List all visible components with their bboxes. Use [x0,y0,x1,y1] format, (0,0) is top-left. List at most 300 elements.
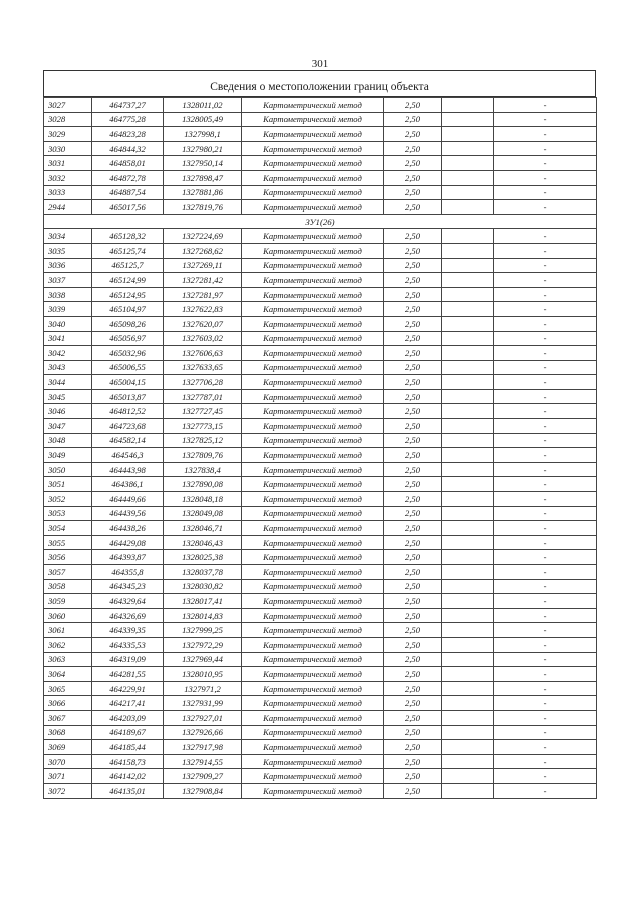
precision-cell: 2,50 [384,316,442,331]
dash-cell: - [494,535,597,550]
point-number-cell: 3043 [44,360,92,375]
point-number-cell: 3041 [44,331,92,346]
point-number-cell: 3072 [44,783,92,798]
dash-cell: - [494,156,597,171]
x-coordinate-cell: 464158,73 [92,754,164,769]
y-coordinate-cell: 1327881,86 [164,185,242,200]
method-cell: Картометрический метод [242,375,384,390]
empty-cell [442,287,494,302]
point-number-cell: 3071 [44,769,92,784]
table-row [44,769,597,784]
table-row [44,637,597,652]
coordinates-table [43,97,597,799]
y-coordinate-cell: 1328005,49 [164,112,242,127]
method-cell: Картометрический метод [242,141,384,156]
y-coordinate-cell: 1327787,01 [164,389,242,404]
precision-cell: 2,50 [384,740,442,755]
y-coordinate-cell: 1327281,42 [164,273,242,288]
point-number-cell: 3066 [44,696,92,711]
point-number-cell: 3059 [44,594,92,609]
precision-cell: 2,50 [384,462,442,477]
precision-cell: 2,50 [384,273,442,288]
table-row [44,127,597,142]
dash-cell: - [494,302,597,317]
y-coordinate-cell: 1327727,45 [164,404,242,419]
x-coordinate-cell: 464546,3 [92,448,164,463]
x-coordinate-cell: 464443,98 [92,462,164,477]
y-coordinate-cell: 1327825,12 [164,433,242,448]
dash-cell: - [494,98,597,113]
table-row [44,448,597,463]
empty-cell [442,141,494,156]
x-coordinate-cell: 464429,08 [92,535,164,550]
point-number-cell: 3063 [44,652,92,667]
method-cell: Картометрический метод [242,681,384,696]
dash-cell: - [494,127,597,142]
empty-cell [442,98,494,113]
y-coordinate-cell: 1327622,83 [164,302,242,317]
y-coordinate-cell: 1327969,44 [164,652,242,667]
x-coordinate-cell: 465098,26 [92,316,164,331]
dash-cell: - [494,565,597,580]
precision-cell: 2,50 [384,477,442,492]
table-row [44,754,597,769]
empty-cell [442,623,494,638]
y-coordinate-cell: 1327890,08 [164,477,242,492]
x-coordinate-cell: 464203,09 [92,710,164,725]
dash-cell: - [494,141,597,156]
dash-cell: - [494,783,597,798]
point-number-cell: 3067 [44,710,92,725]
precision-cell: 2,50 [384,404,442,419]
y-coordinate-cell: 1328030,82 [164,579,242,594]
section-label: ЗУ1(26) [44,214,597,229]
empty-cell [442,492,494,507]
method-cell: Картометрический метод [242,389,384,404]
point-number-cell: 3058 [44,579,92,594]
point-number-cell: 3065 [44,681,92,696]
table-title [43,70,596,97]
method-cell: Картометрический метод [242,185,384,200]
x-coordinate-cell: 464844,32 [92,141,164,156]
precision-cell: 2,50 [384,710,442,725]
y-coordinate-cell: 1327773,15 [164,419,242,434]
y-coordinate-cell: 1327980,21 [164,141,242,156]
x-coordinate-cell: 464582,14 [92,433,164,448]
precision-cell: 2,50 [384,594,442,609]
dash-cell: - [494,316,597,331]
dash-cell: - [494,681,597,696]
precision-cell: 2,50 [384,389,442,404]
y-coordinate-cell: 1327908,84 [164,783,242,798]
y-coordinate-cell: 1327998,1 [164,127,242,142]
dash-cell: - [494,389,597,404]
y-coordinate-cell: 1327281,97 [164,287,242,302]
table-row [44,565,597,580]
dash-cell: - [494,608,597,623]
empty-cell [442,594,494,609]
dash-cell: - [494,769,597,784]
table-row [44,229,597,244]
method-cell: Картометрический метод [242,579,384,594]
method-cell: Картометрический метод [242,258,384,273]
empty-cell [442,258,494,273]
method-cell: Картометрический метод [242,506,384,521]
dash-cell: - [494,637,597,652]
method-cell: Картометрический метод [242,623,384,638]
empty-cell [442,448,494,463]
empty-cell [442,550,494,565]
empty-cell [442,652,494,667]
precision-cell: 2,50 [384,696,442,711]
table-row [44,594,597,609]
y-coordinate-cell: 1327927,01 [164,710,242,725]
x-coordinate-cell: 465125,74 [92,243,164,258]
page-number: 301 [311,58,329,70]
table-row [44,360,597,375]
precision-cell: 2,50 [384,331,442,346]
x-coordinate-cell: 464319,09 [92,652,164,667]
precision-cell: 2,50 [384,185,442,200]
precision-cell: 2,50 [384,112,442,127]
empty-cell [442,273,494,288]
x-coordinate-cell: 465032,96 [92,346,164,361]
point-number-cell: 3035 [44,243,92,258]
point-number-cell: 3036 [44,258,92,273]
y-coordinate-cell: 1328014,83 [164,608,242,623]
point-number-cell: 2944 [44,200,92,215]
precision-cell: 2,50 [384,433,442,448]
precision-cell: 2,50 [384,550,442,565]
method-cell: Картометрический метод [242,433,384,448]
point-number-cell: 3055 [44,535,92,550]
empty-cell [442,389,494,404]
table-row [44,740,597,755]
x-coordinate-cell: 464823,28 [92,127,164,142]
method-cell: Картометрический метод [242,346,384,361]
precision-cell: 2,50 [384,419,442,434]
dash-cell: - [494,550,597,565]
empty-cell [442,170,494,185]
table-row [44,389,597,404]
point-number-cell: 3060 [44,608,92,623]
y-coordinate-cell: 1327706,28 [164,375,242,390]
point-number-cell: 3046 [44,404,92,419]
point-number-cell: 3068 [44,725,92,740]
empty-cell [442,754,494,769]
precision-cell: 2,50 [384,98,442,113]
empty-cell [442,725,494,740]
precision-cell: 2,50 [384,127,442,142]
point-number-cell: 3033 [44,185,92,200]
x-coordinate-cell: 465056,97 [92,331,164,346]
x-coordinate-cell: 464812,52 [92,404,164,419]
table-row [44,243,597,258]
x-coordinate-cell: 464229,91 [92,681,164,696]
method-cell: Картометрический метод [242,710,384,725]
precision-cell: 2,50 [384,565,442,580]
dash-cell: - [494,287,597,302]
dash-cell: - [494,725,597,740]
method-cell: Картометрический метод [242,492,384,507]
point-number-cell: 3039 [44,302,92,317]
point-number-cell: 3064 [44,667,92,682]
y-coordinate-cell: 1328037,78 [164,565,242,580]
point-number-cell: 3027 [44,98,92,113]
precision-cell: 2,50 [384,287,442,302]
table-row [44,419,597,434]
point-number-cell: 3044 [44,375,92,390]
x-coordinate-cell: 464281,55 [92,667,164,682]
dash-cell: - [494,273,597,288]
x-coordinate-cell: 464142,02 [92,769,164,784]
empty-cell [442,506,494,521]
x-coordinate-cell: 464449,66 [92,492,164,507]
dash-cell: - [494,112,597,127]
empty-cell [442,419,494,434]
method-cell: Картометрический метод [242,725,384,740]
point-number-cell: 3052 [44,492,92,507]
point-number-cell: 3057 [44,565,92,580]
table-row [44,258,597,273]
x-coordinate-cell: 464887,54 [92,185,164,200]
dash-cell: - [494,229,597,244]
empty-cell [442,185,494,200]
x-coordinate-cell: 464355,8 [92,565,164,580]
empty-cell [442,433,494,448]
x-coordinate-cell: 464858,01 [92,156,164,171]
dash-cell: - [494,448,597,463]
point-number-cell: 3054 [44,521,92,536]
dash-cell: - [494,346,597,361]
dash-cell: - [494,404,597,419]
table-row [44,112,597,127]
x-coordinate-cell: 465124,95 [92,287,164,302]
table-row [44,681,597,696]
method-cell: Картометрический метод [242,652,384,667]
precision-cell: 2,50 [384,521,442,536]
table-row [44,492,597,507]
method-cell: Картометрический метод [242,521,384,536]
x-coordinate-cell: 464393,87 [92,550,164,565]
method-cell: Картометрический метод [242,769,384,784]
point-number-cell: 3028 [44,112,92,127]
precision-cell: 2,50 [384,448,442,463]
point-number-cell: 3030 [44,141,92,156]
table-row [44,623,597,638]
x-coordinate-cell: 465125,7 [92,258,164,273]
table-row [44,462,597,477]
empty-cell [442,404,494,419]
empty-cell [442,477,494,492]
dash-cell: - [494,360,597,375]
dash-cell: - [494,170,597,185]
y-coordinate-cell: 1328017,41 [164,594,242,609]
point-number-cell: 3047 [44,419,92,434]
precision-cell: 2,50 [384,579,442,594]
dash-cell: - [494,477,597,492]
precision-cell: 2,50 [384,492,442,507]
y-coordinate-cell: 1327606,63 [164,346,242,361]
empty-cell [442,667,494,682]
empty-cell [442,156,494,171]
point-number-cell: 3032 [44,170,92,185]
table-row [44,652,597,667]
x-coordinate-cell: 464135,01 [92,783,164,798]
method-cell: Картометрический метод [242,448,384,463]
point-number-cell: 3045 [44,389,92,404]
empty-cell [442,112,494,127]
point-number-cell: 3053 [44,506,92,521]
precision-cell: 2,50 [384,769,442,784]
method-cell: Картометрический метод [242,477,384,492]
table-row [44,287,597,302]
point-number-cell: 3061 [44,623,92,638]
method-cell: Картометрический метод [242,229,384,244]
table-row [44,156,597,171]
section-row [44,214,597,229]
point-number-cell: 3051 [44,477,92,492]
precision-cell: 2,50 [384,608,442,623]
precision-cell: 2,50 [384,141,442,156]
point-number-cell: 3062 [44,637,92,652]
method-cell: Картометрический метод [242,667,384,682]
method-cell: Картометрический метод [242,754,384,769]
y-coordinate-cell: 1328010,95 [164,667,242,682]
empty-cell [442,637,494,652]
precision-cell: 2,50 [384,637,442,652]
empty-cell [442,243,494,258]
empty-cell [442,769,494,784]
x-coordinate-cell: 465124,99 [92,273,164,288]
empty-cell [442,608,494,623]
empty-cell [442,331,494,346]
table-row [44,608,597,623]
precision-cell: 2,50 [384,681,442,696]
y-coordinate-cell: 1327914,55 [164,754,242,769]
table-row [44,404,597,419]
table-row [44,98,597,113]
method-cell: Картометрический метод [242,98,384,113]
y-coordinate-cell: 1328048,18 [164,492,242,507]
method-cell: Картометрический метод [242,608,384,623]
precision-cell: 2,50 [384,302,442,317]
precision-cell: 2,50 [384,623,442,638]
point-number-cell: 3031 [44,156,92,171]
point-number-cell: 3029 [44,127,92,142]
method-cell: Картометрический метод [242,287,384,302]
dash-cell: - [494,579,597,594]
method-cell: Картометрический метод [242,316,384,331]
y-coordinate-cell: 1327898,47 [164,170,242,185]
y-coordinate-cell: 1328049,08 [164,506,242,521]
precision-cell: 2,50 [384,229,442,244]
x-coordinate-cell: 464872,78 [92,170,164,185]
precision-cell: 2,50 [384,754,442,769]
x-coordinate-cell: 464185,44 [92,740,164,755]
y-coordinate-cell: 1327917,98 [164,740,242,755]
dash-cell: - [494,652,597,667]
point-number-cell: 3049 [44,448,92,463]
x-coordinate-cell: 464329,64 [92,594,164,609]
y-coordinate-cell: 1327809,76 [164,448,242,463]
x-coordinate-cell: 464723,68 [92,419,164,434]
point-number-cell: 3034 [44,229,92,244]
empty-cell [442,521,494,536]
x-coordinate-cell: 464326,69 [92,608,164,623]
method-cell: Картометрический метод [242,273,384,288]
precision-cell: 2,50 [384,243,442,258]
precision-cell: 2,50 [384,783,442,798]
method-cell: Картометрический метод [242,462,384,477]
empty-cell [442,302,494,317]
dash-cell: - [494,258,597,273]
dash-cell: - [494,492,597,507]
x-coordinate-cell: 465128,32 [92,229,164,244]
precision-cell: 2,50 [384,258,442,273]
y-coordinate-cell: 1328025,38 [164,550,242,565]
precision-cell: 2,50 [384,725,442,740]
table-row [44,433,597,448]
empty-cell [442,375,494,390]
dash-cell: - [494,667,597,682]
empty-cell [442,535,494,550]
x-coordinate-cell: 464345,23 [92,579,164,594]
x-coordinate-cell: 464775,28 [92,112,164,127]
empty-cell [442,346,494,361]
y-coordinate-cell: 1327999,25 [164,623,242,638]
empty-cell [442,696,494,711]
point-number-cell: 3037 [44,273,92,288]
point-number-cell: 3069 [44,740,92,755]
dash-cell: - [494,506,597,521]
y-coordinate-cell: 1327971,2 [164,681,242,696]
empty-cell [442,462,494,477]
y-coordinate-cell: 1327931,99 [164,696,242,711]
dash-cell: - [494,243,597,258]
table-row [44,200,597,215]
point-number-cell: 3056 [44,550,92,565]
y-coordinate-cell: 1327603,02 [164,331,242,346]
dash-cell: - [494,754,597,769]
y-coordinate-cell: 1328046,43 [164,535,242,550]
precision-cell: 2,50 [384,535,442,550]
empty-cell [442,200,494,215]
table-row [44,506,597,521]
method-cell: Картометрический метод [242,127,384,142]
y-coordinate-cell: 1328046,71 [164,521,242,536]
empty-cell [442,127,494,142]
method-cell: Картометрический метод [242,404,384,419]
dash-cell: - [494,331,597,346]
point-number-cell: 3070 [44,754,92,769]
precision-cell: 2,50 [384,506,442,521]
x-coordinate-cell: 464438,26 [92,521,164,536]
method-cell: Картометрический метод [242,156,384,171]
table-row [44,710,597,725]
empty-cell [442,710,494,725]
method-cell: Картометрический метод [242,170,384,185]
y-coordinate-cell: 1327819,76 [164,200,242,215]
empty-cell [442,565,494,580]
method-cell: Картометрический метод [242,200,384,215]
table-row [44,302,597,317]
point-number-cell: 3040 [44,316,92,331]
x-coordinate-cell: 465006,55 [92,360,164,375]
table-row [44,521,597,536]
method-cell: Картометрический метод [242,302,384,317]
dash-cell: - [494,433,597,448]
